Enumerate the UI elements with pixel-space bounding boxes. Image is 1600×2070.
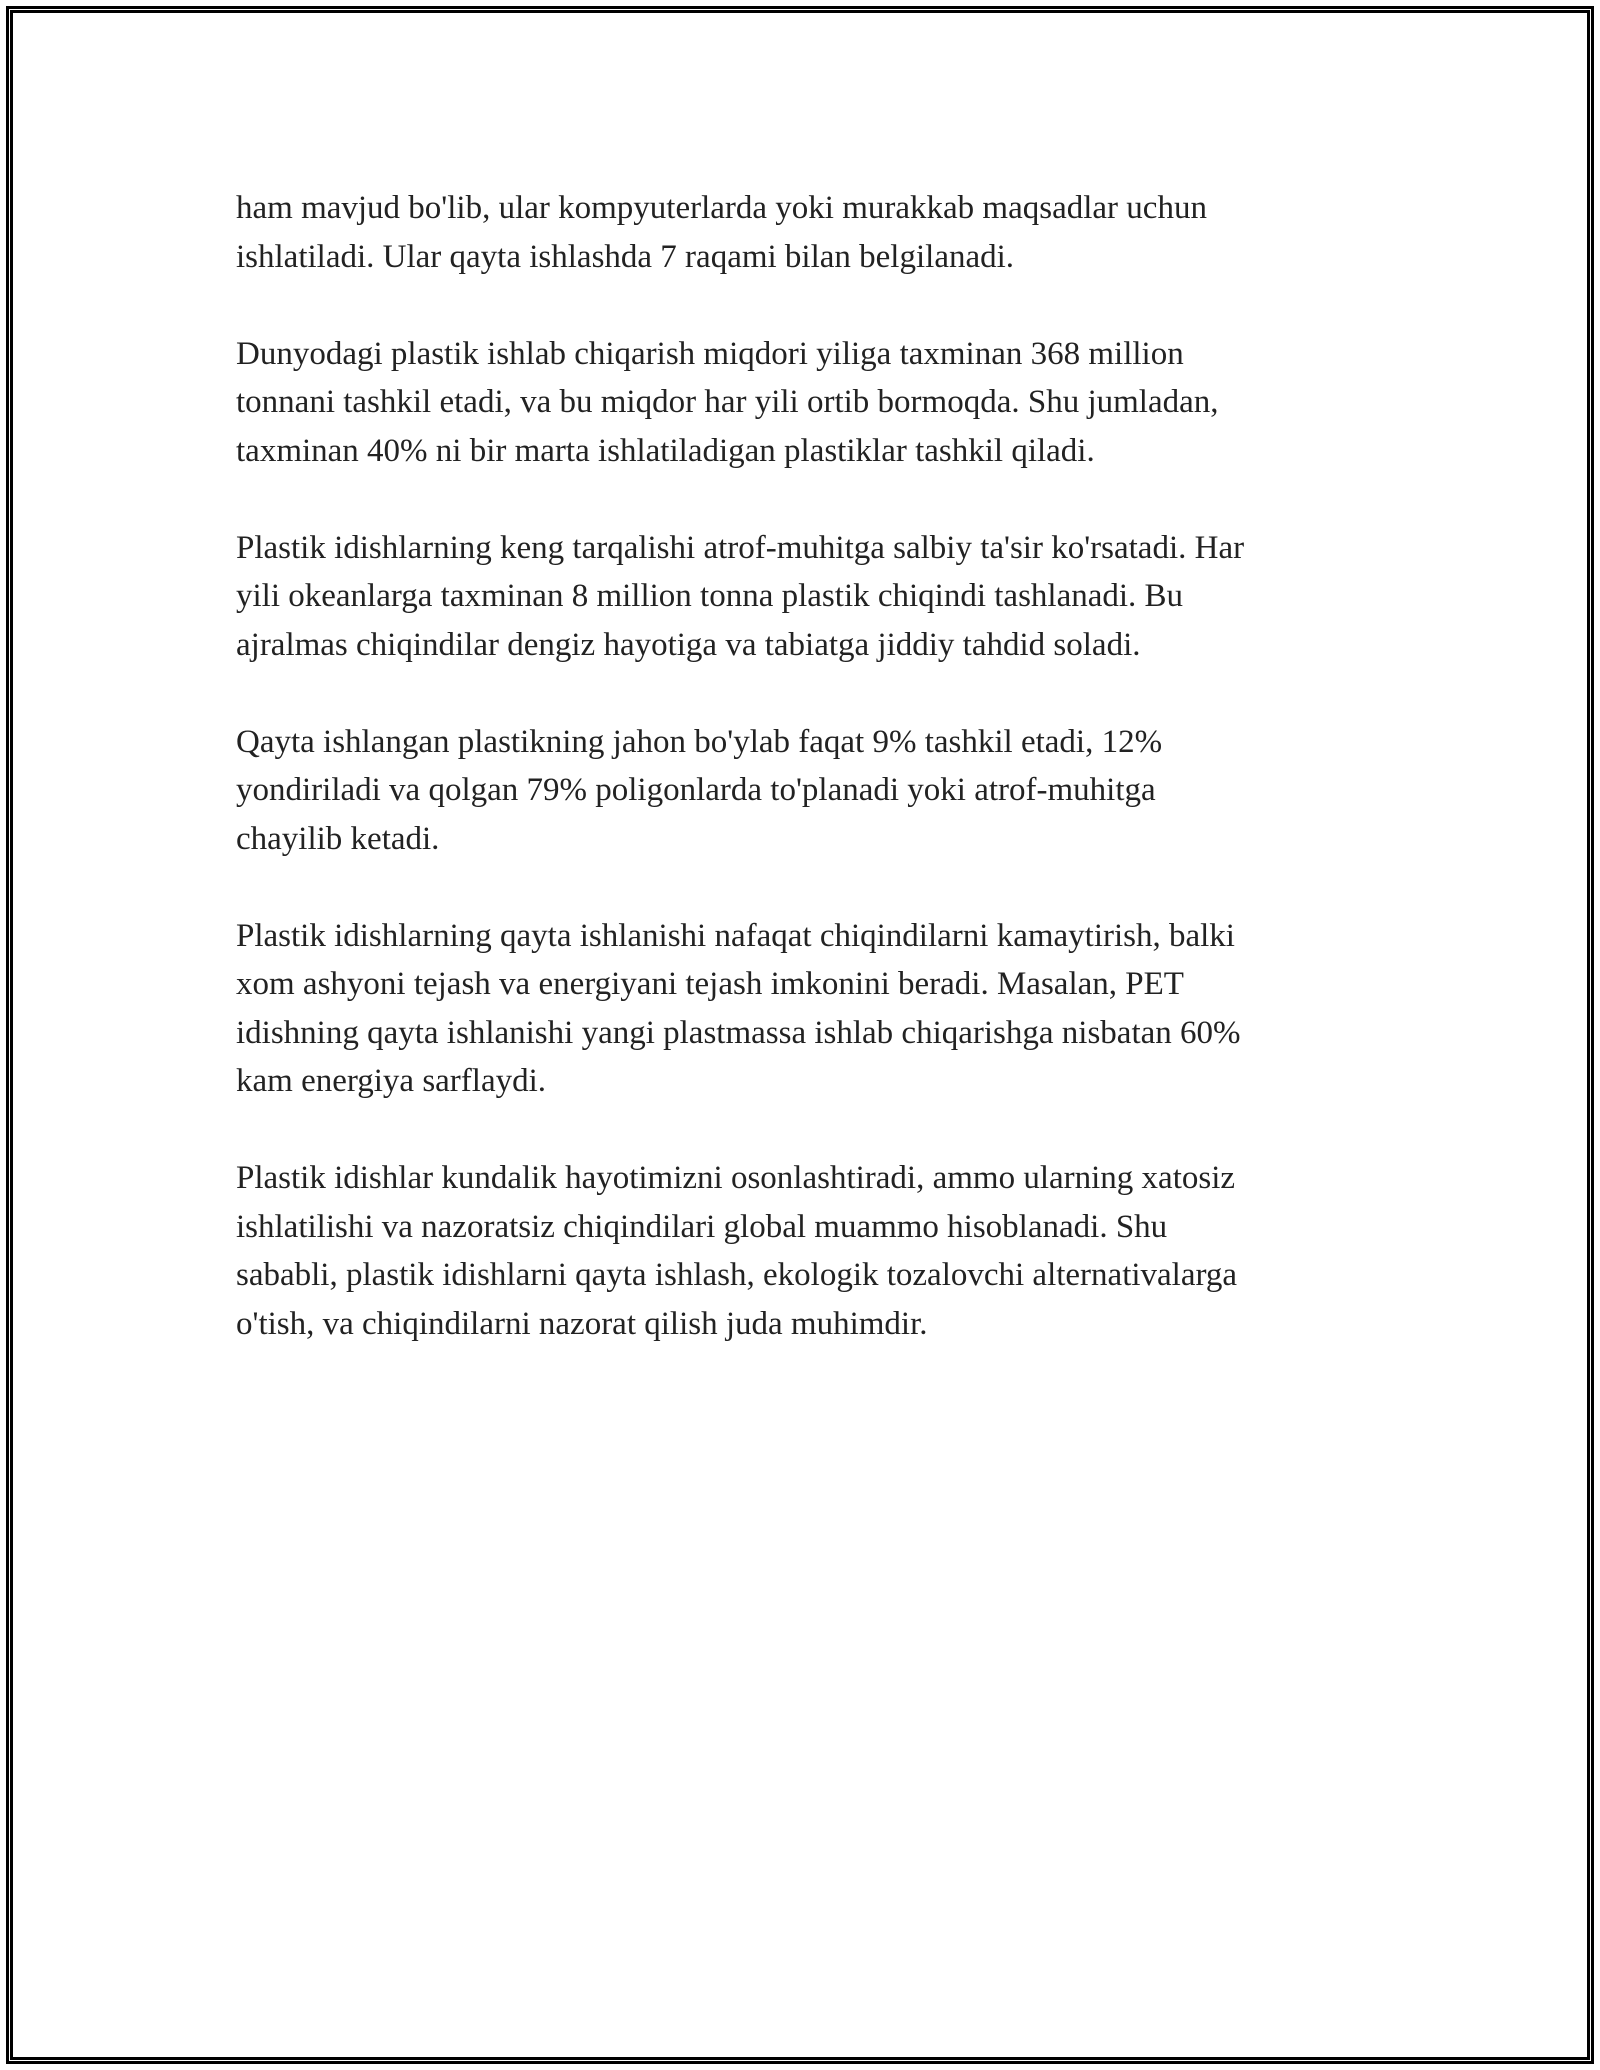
text-line: xom ashyoni tejash va energiyani tejash imkonini beradi. Masalan, PET — [236, 966, 1184, 1002]
text-line: Plastik idishlarning qayta ishlanishi nafaqat chiqindilarni kamaytirish, balki — [236, 917, 1235, 954]
text-line: Plastik idishlarning keng tarqalishi atrof-muhitga salbiy ta'sir ko'rsatadi. Har — [236, 529, 1245, 566]
paragraph — [236, 718, 1376, 864]
paragraph — [236, 524, 1376, 670]
text-line: idishning qayta ishlanishi yangi plastmassa ishlab chiqarishga nisbatan 60% — [236, 1014, 1241, 1051]
text-line: taxminan 40% ni bir marta ishlatiladigan plastiklar tashkil qiladi. — [236, 432, 1095, 469]
text-line: chayilib ketadi. — [236, 820, 440, 857]
text-line: kam energiya sarflaydi. — [236, 1063, 547, 1099]
text-line: Plastik idishlar kundalik hayotimizni osonlashtiradi, ammo ularning xatosiz — [236, 1160, 1236, 1196]
text-line: yili okeanlarga taxminan 8 million tonna plastik chiqindi tashlanadi. Bu — [236, 578, 1184, 614]
text-line: ajralmas chiqindilar dengiz hayotiga va tabiatga jiddiy tahdid soladi. — [236, 626, 1141, 663]
paragraph — [236, 912, 1376, 1106]
paragraph — [236, 1154, 1376, 1348]
text-line: ishlatiladi. Ular qayta ishlashda 7 raqami bilan belgilanadi. — [236, 238, 1015, 275]
text-line: ham mavjud bo'lib, ular kompyuterlarda yoki murakkab maqsadlar uchun — [236, 190, 1207, 226]
text-line: ishlatilishi va nazoratsiz chiqindilari global muammo hisoblanadi. Shu — [236, 1208, 1168, 1245]
text-line: tonnani tashkil etadi, va bu miqdor har yili ortib bormoqda. Shu jumladan, — [236, 384, 1219, 420]
text-line: yondiriladi va qolgan 79% poligonlarda to'planadi yoki atrof-muhitga — [236, 772, 1156, 808]
paragraph — [236, 330, 1376, 476]
text-line: o'tish, va chiqindilarni nazorat qilish juda muhimdir. — [236, 1305, 928, 1342]
text-line: Dunyodagi plastik ishlab chiqarish miqdori yiliga taxminan 368 million — [236, 335, 1184, 372]
document-body — [236, 184, 1376, 1397]
paragraph — [236, 184, 1376, 281]
text-line: sababli, plastik idishlarni qayta ishlash, ekologik tozalovchi alternativalarga — [236, 1257, 1238, 1293]
text-line: Qayta ishlangan plastikning jahon bo'ylab faqat 9% tashkil etadi, 12% — [236, 723, 1163, 760]
